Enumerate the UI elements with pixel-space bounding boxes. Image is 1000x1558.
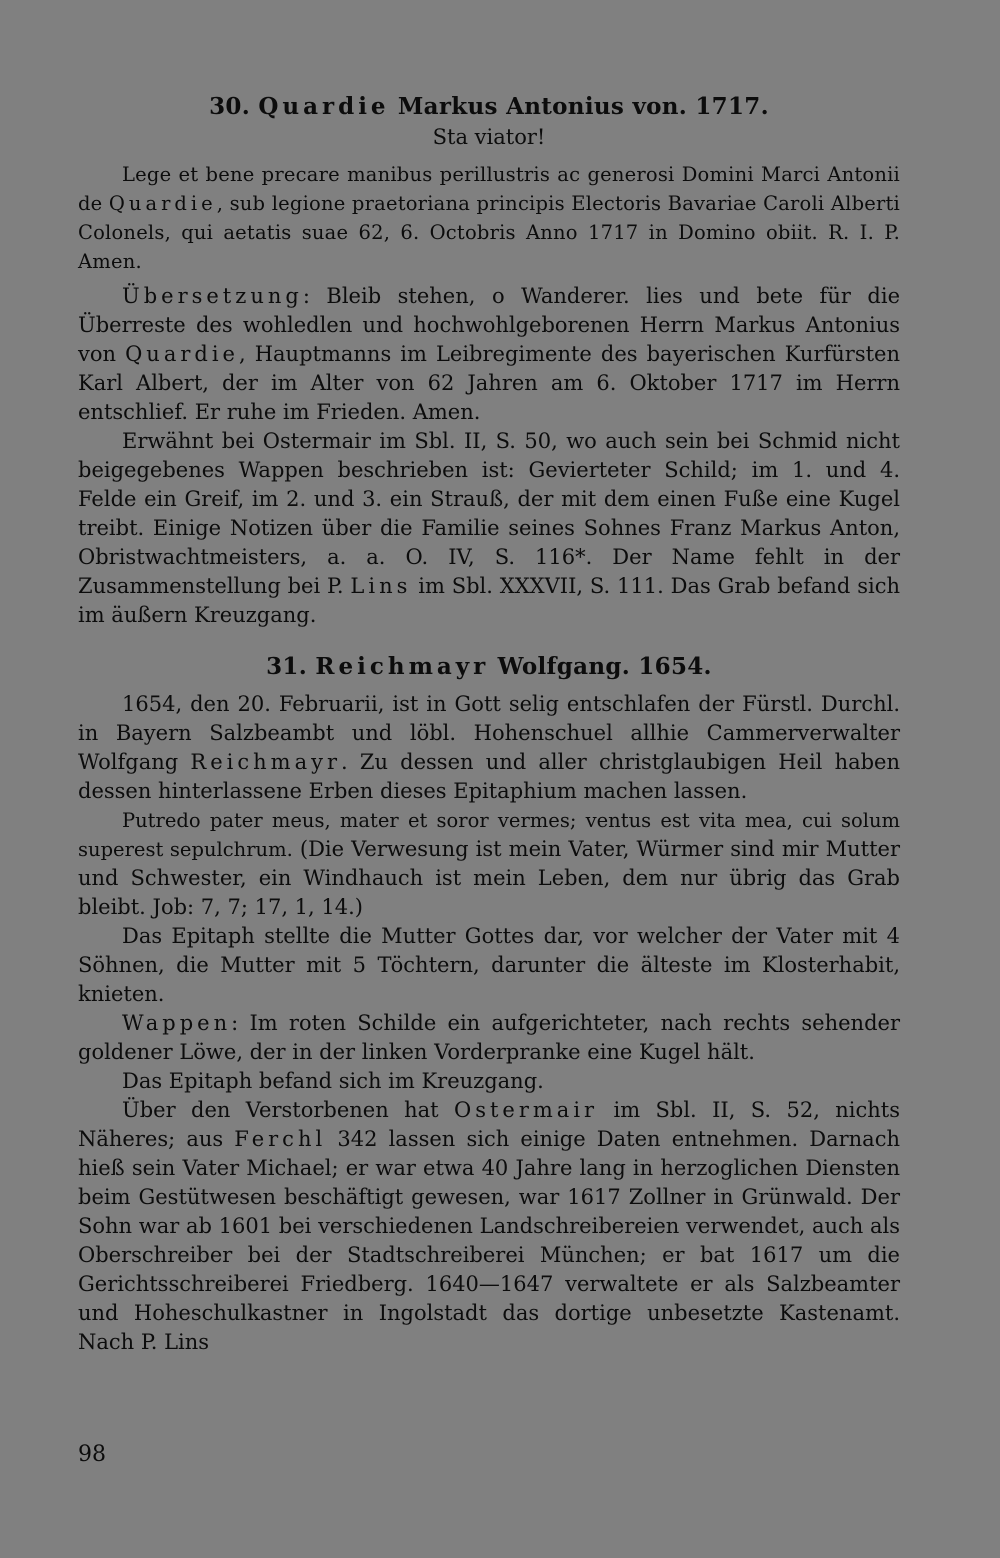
spaced-name: Ferchl — [234, 1127, 327, 1151]
translation-paragraph — [78, 282, 900, 427]
latin-motto-paragraph — [78, 806, 900, 922]
biography-text: im Sbl. II, S. 52, nichts Näheres; aus — [78, 1098, 900, 1151]
page-number: 98 — [78, 1442, 106, 1467]
coat-of-arms-text: : Im roten Schilde ein aufgerichteter, nach rechts sehender goldener Löwe, der in der linken Vorderpranke eine Kugel hält. — [78, 1011, 900, 1064]
inscription-text: Lege et bene precare manibus perillustris ac generosi Domini Marci Antonii de — [78, 163, 900, 215]
epitaph-text: . Zu dessen und aller christglaubigen Heil haben dessen hinterlassene Erben dieses Epitaphium machen lassen. — [78, 750, 901, 803]
epitaph-description-paragraph: Das Epitaph stellte die Mutter Gottes dar, vor welcher der Vater mit 4 Söhnen, die Mutter mit 5 Töchtern, darunter die älteste im Klosterhabit, knieten. — [78, 924, 900, 1006]
inscription-text: , sub legione praetoriana principis Electoris Bavariae Caroli Alberti Colonels, qui aetatis suae 62, 6. Octobris Anno 1717 in Domino obiit. R. I. P. Amen. — [78, 192, 900, 273]
biography-paragraph — [78, 1096, 900, 1357]
location-paragraph: Das Epitaph befand sich im Kreuzgang. — [122, 1069, 544, 1093]
entry-heading-reichmayr — [78, 652, 900, 682]
spaced-name: Lins — [350, 574, 412, 598]
translation-text: : Bleib stehen, o Wanderer. lies und bete für die Überreste des wohledlen und hochwohlgeborenen Herrn Markus Antonius von — [78, 284, 900, 366]
motto: Sta viator! — [432, 125, 546, 149]
biography-text: Über den Verstorbenen hat — [122, 1098, 454, 1122]
entry-surname: Reichmayr — [315, 653, 490, 680]
epitaph-text-paragraph — [78, 690, 900, 806]
entry-heading-rest: Wolfgang. 1654. — [497, 653, 712, 680]
latin-inscription — [78, 160, 900, 276]
commentary-paragraph — [78, 427, 900, 630]
epitaph-text: 1654, den 20. Februarii, ist in Gott selig entschlafen der Fürstl. Durchl. in Bayern Salzbeambt und löbl. Hohenschuel allhie Cammerverwalter Wolfgang — [78, 692, 900, 774]
latin-motto-translation: (Die Verwesung ist mein Vater, Würmer sind mir Mutter und Schwester, ein Windhauch ist mein Leben, dem nur übrig das Grab bleibt. Job: 7, 7; 17, 1, 14.) — [78, 837, 900, 919]
coat-of-arms-label: Wappen — [122, 1011, 232, 1035]
spaced-name: Quardie — [108, 192, 217, 215]
entry-heading-quardie — [78, 92, 900, 122]
entry-surname: Quardie — [258, 93, 390, 120]
biography-text: 342 lassen sich einige Daten entnehmen. Darnach hieß sein Vater Michael; er war etwa 40 Jahre lang in herzoglichen Diensten beim Gestütwesen beschäftigt gewesen, war 1617 Zollner in Grünwald. Der Sohn war ab 1601 bei verschiedenen Landschreibereien verwendet, auch als Oberschreiber bei der Stadtschreiberei München; er bat 1617 um die Gerichtsschreiberei Friedberg. 1640—1647 verwaltete er als Salzbeamter und Hoheschulkastner in Ingolstadt das dortige unbesetzte Kastenamt. Nach P. Lins — [78, 1127, 900, 1354]
entry-heading-rest: Markus Antonius von. 1717. — [397, 93, 769, 120]
translation-label: Übersetzung — [122, 284, 303, 308]
spaced-name: Ostermair — [454, 1098, 599, 1122]
entry-number: 31. — [266, 653, 308, 680]
commentary-text: im Sbl. XXXVII, S. 111. Das Grab befand sich im äußern Kreuzgang. — [78, 574, 900, 627]
page-content — [78, 92, 900, 1357]
spaced-name: Quardie — [125, 342, 239, 366]
coat-of-arms-paragraph — [78, 1009, 900, 1067]
latin-motto: Putredo pater meus, mater et soror vermes; ventus est vita mea, cui solum superest sepulchrum. — [78, 809, 900, 861]
spaced-name: Reichmayr — [190, 750, 341, 774]
translation-text: , Hauptmanns im Leibregimente des bayerischen Kurfürsten Karl Albert, der im Alter von 62 Jahren am 6. Oktober 1717 im Herrn entschlief. Er ruhe im Frieden. Amen. — [78, 342, 900, 424]
entry-number: 30. — [209, 93, 251, 120]
commentary-text: Erwähnt bei Ostermair im Sbl. II, S. 50, wo auch sein bei Schmid nicht beigegebenes Wappen beschrieben ist: Gevierteter Schild; im 1. und 4. Felde ein Greif, im 2. und 3. ein Strauß, der mit dem einen Fuße eine Kugel treibt. Einige Notizen über die Familie seines Sohnes Franz Markus Anton, Obristwachtmeisters, a. a. O. IV, S. 116*. Der Name fehlt in der Zusammenstellung bei P. — [78, 429, 900, 598]
